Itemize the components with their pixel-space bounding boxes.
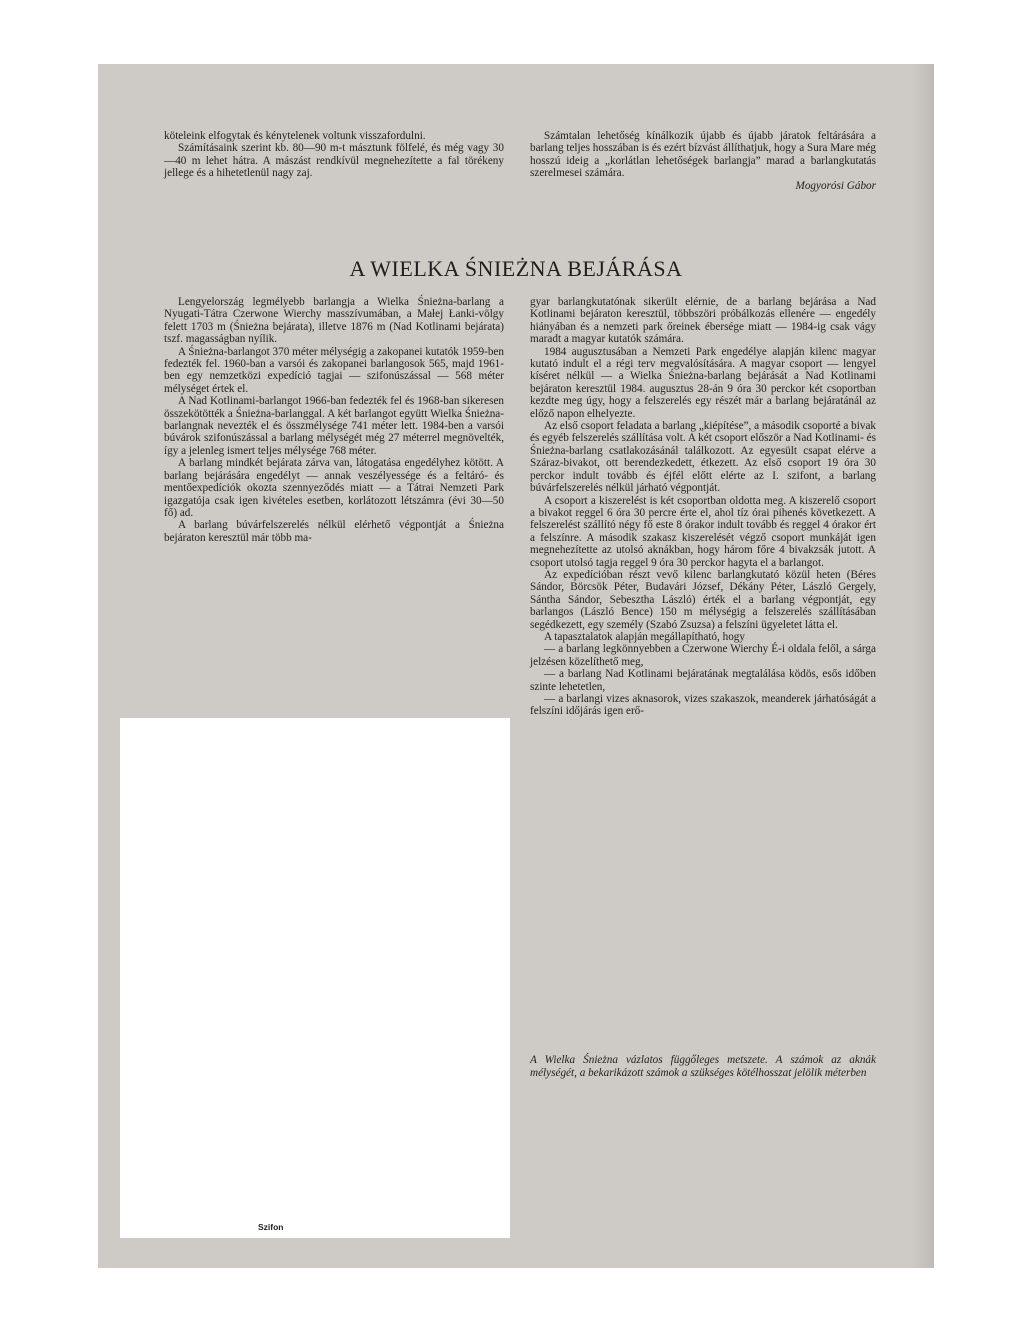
paragraph: A csoport a kiszerelést is két csoportban oldotta meg. A kiszerelő csoport a bivakot reggel 6 óra 30 percre érte el, ahol tíz órai pihenés következett. A felszerelést szállító négy fő este 8 órakor indult tovább és reggel 4 órakor ért a felszínre. A második szakasz kiszerelését végző csoport munkáját igen megnehezítette az utolsó aknákban, hogy három főre 4 bivakzsák jutott. A csoport utolsó tagja reggel 9 óra 30 perckor hagyta el a barlangot. bbox=[530, 494, 876, 569]
paragraph: gyar barlangkutatónak sikerült elérnie, de a barlang bejárása a Nad Kotlinami bejáraton keresztül, többszöri próbálkozás ellenére — engedély hiányában és a nemzeti park őreinek ébersége miatt — 1984-ig csak vágy maradt a magyar kutatók számára. bbox=[530, 296, 876, 346]
paragraph: A tapasztalatok alapján megállapítható, hogy bbox=[544, 630, 745, 643]
paragraph: A barlang búvárfelszerelés nélkül elérhető végpontját a Śnieżna bejáraton keresztül már több ma- bbox=[164, 519, 504, 544]
list-item: — a barlang Nad Kotlinami bejáratának megtalálása ködös, esős időben szinte lehetetlen, bbox=[530, 668, 876, 693]
paragraph: A barlang mindkét bejárata zárva van, látogatása engedélyhez kötött. A barlang bejárására engedélyt — annak veszélyessége és a feltáró- és mentőexpedíciók okozta szennyeződés miatt — a Tátrai Nemzeti Park igazgatója csak igen kivételes esetben, korlátozott létszámra (évi 30—50 fő) ad. bbox=[164, 457, 504, 519]
paragraph: A Śnieżna-barlangot 370 méter mélységig a zakopanei kutatók 1959-ben fedezték fel. 1960-ban a varsói és zakopanei barlangosok 565, majd 1961-ben egy nemzetközi expedíció tagjai — szifonúszással — 568 méter mélységet értek el. bbox=[164, 345, 504, 395]
paragraph: Lengyelország legmélyebb barlangja a Wielka Śnieżna-barlang a Nyugati-Tátra Czerwone Wierchy masszívumában, a Małej Łanki-völgy felett 1703 m (Śnieżna bejárata), illetve 1876 m (Nad Kotlinami bejárata) tszf. magasságban nyílik. bbox=[164, 296, 504, 346]
paragraph: Számtalan lehetőség kínálkozik újabb és újabb járatok feltárására a barlang teljes hosszában is és ezért bízvást állíthatjuk, hogy a Sura Mare még hosszú ideig a „korlátlan lehetőségek barlangja” marad a barlangkutatás szerelmesei számára. bbox=[530, 130, 876, 180]
top-right-column bbox=[530, 130, 876, 192]
paragraph: Számításaink szerint kb. 80—90 m-t másztunk fölfelé, és még vagy 30—40 m lehet hátra. A mászást rendkívül megnehezítette a fal törékeny jellege és a hihetetlenül nagy zaj. bbox=[164, 142, 504, 180]
paragraph: 1984 augusztusában a Nemzeti Park engedélye alapján kilenc magyar kutató indult el a régi terv megvalósítására. A magyar csoport — lengyel kíséret nélkül — a Wielka Śnieżna-barlang bejárását a Nad Kotlinami bejáraton keresztül 1984. augusztus 28-án 9 óra 30 perckor két csoportban kezdte meg úgy, hogy a felszerelés egy részét már a barlang bejáratánál az előző napon elhelyezte. bbox=[530, 345, 876, 420]
figure-caption: A Wielka Śnieżna vázlatos függőleges metszete. A számok az aknák mélységét, a bekarikázott számok a szükséges kötélhosszat jelölik méterben bbox=[530, 1054, 876, 1079]
author-signature: Mogyorósi Gábor bbox=[795, 179, 876, 192]
cave-section-figure bbox=[120, 718, 510, 1238]
left-column bbox=[164, 296, 504, 544]
paragraph: Az első csoport feladata a barlang „kiépítése”, a második csoporté a bivak és egyéb felszerelés szállítása volt. A két csoport először a Nad Kotlinami- és Śnieżna-barlang csatlakozásánál találkozott. Az egyesült csapat elérve a Száraz-bivakot, ott berendezkedett, étkezett. Az első csoport 19 óra 30 perckor indult tovább és éjfél előtt elérte az I. szifont, a barlang búvárfelszerelés nélkül járható végpontját. bbox=[530, 420, 876, 495]
paragraph: Az expedícióban részt vevő kilenc barlangkutató közül heten (Béres Sándor, Börcsök Péter, Budavári József, Dékány Péter, László Gergely, Sántha Sándor, Sebesztha László) érték el a barlang végpontját, egy barlangos (László Bence) 150 m mélységig a felszerelés szállításában segédkezett, egy személy (Szabó Zsuzsa) a felszíni ügyeletet látta el. bbox=[530, 568, 876, 631]
list-item: — a barlangi vizes aknasorok, vizes szakaszok, meanderek járhatóságát a felszíni időjárás igen erő- bbox=[530, 693, 876, 718]
paragraph: köteleink elfogytak és kénytelenek voltunk visszafordulni. bbox=[164, 130, 426, 142]
page-edge-shadow bbox=[912, 64, 934, 1268]
paragraph: A Nad Kotlinami-barlangot 1966-ban fedezték fel és 1968-ban sikeresen összekötötték a Śnieżna-barlanggal. A két barlangot együtt Wielka Śnieżna-barlangnak nevezték el és összmélysége 741 méter lett. 1984-ben a varsói búvárok szifonúszással a barlang mélységét még 27 méterrel megnövelték, így a jelenleg ismert teljes mélysége 768 méter. bbox=[164, 395, 504, 457]
article-title: A WIELKA ŚNIEŻNA BEJÁRÁSA bbox=[349, 256, 683, 281]
right-column bbox=[530, 296, 876, 718]
figure-label: Szifon bbox=[258, 1222, 284, 1232]
list-item: — a barlang legkönnyebben a Czerwone Wierchy É-i oldala felől, a sárga jelzésen közelíthető meg, bbox=[530, 643, 876, 668]
top-left-column bbox=[164, 130, 504, 180]
